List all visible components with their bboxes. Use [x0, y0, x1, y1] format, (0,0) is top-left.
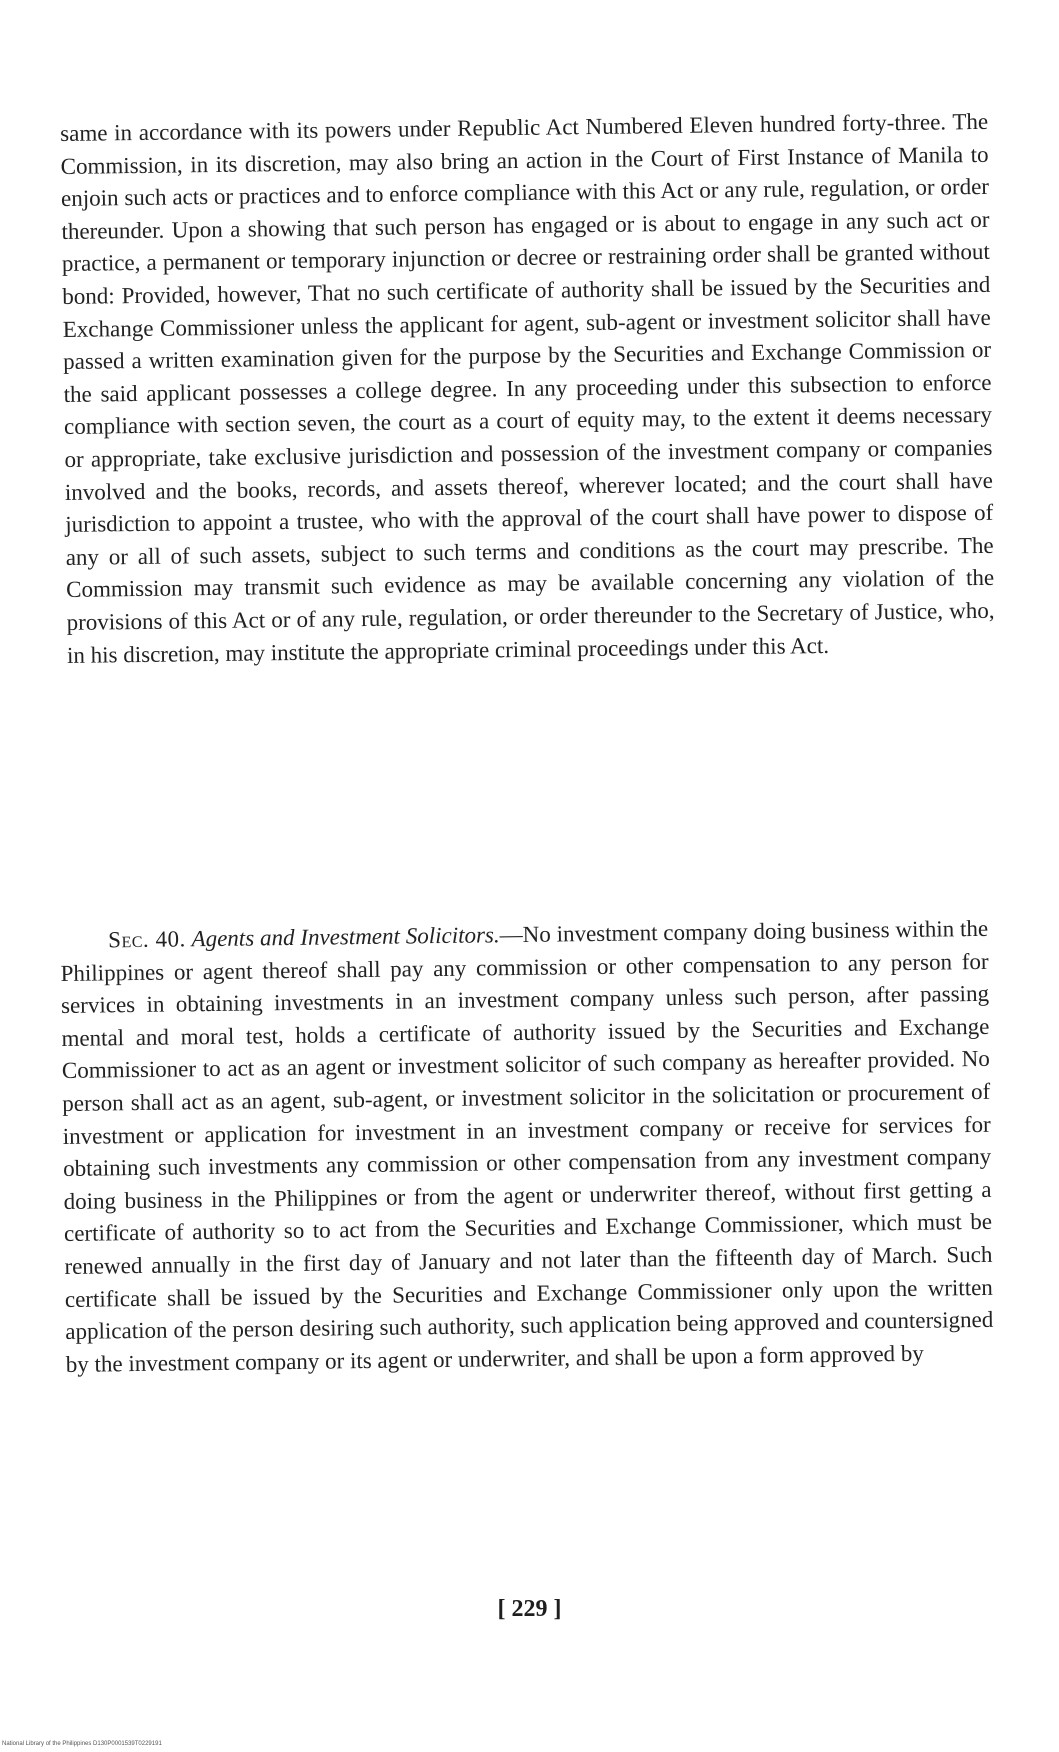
library-stamp: National Library of the Philippines D130P0001539T0229191: [2, 1741, 162, 1747]
paragraph-section-40: [60, 913, 994, 1381]
paragraph-continuation: same in accordance with its powers under Republic Act Numbered Eleven hundred forty-three. The Commission, in its discretion, may also bring an action in the Court of First Instance of Manila to enjoin such acts or practices and to enforce compliance with this Act or any rule, regulation, or order thereunder. Upon a showing that such person has engaged or is about to engage in any such act or practice, a permanent or temporary injunction or decree or restraining order shall be granted without bond: Provided, however, That no such certificate of authority shall be issued by the Securities and Exchange Commissioner unless the applicant for agent, sub-agent or investment solicitor shall have passed a written examination given for the purpose by the Securities and Exchange Commission or the said applicant possesses a college degree. In any proceeding under this subsection to enforce compliance with section seven, the court as a court of equity may, to the extent it deems necessary or appropriate, take exclusive jurisdiction and possession of the investment company or companies involved and the books, records, and assets thereof, wherever located; and the court shall have jurisdiction to appoint a trustee, who with the approval of the court shall have power to dispose of any or all of such assets, subject to such terms and conditions as the court may prescribe. The Commission may transmit such evidence as may be available concerning any violation of the provisions of this Act or of any rule, regulation, or order thereunder to the Secretary of Justice, who, in his discretion, may institute the appropriate criminal proceedings under this Act.: [60, 108, 995, 668]
section-body: —No investment company doing business within the Philippines or agent thereof shall pay any commission or other compensation to any person for services in obtaining investments in an investment company unless such person, after passing mental and moral test, holds a certificate of authority issued by the Securities and Exchange Commissioner to act as an agent or investment solicitor of such company as hereafter provided. No person shall act as an agent, sub-agent, or investment solicitor in the solicitation or procurement of investment or application for investment in an investment company or receive for services for obtaining such investments any commission or other compensation from any investment company doing business in the Philippines or from the agent or underwriter thereof, without first getting a certificate of authority so to act from the Securities and Exchange Commissioner, which must be renewed annually in the first day of January and not later than the fifteenth day of March. Such certificate shall be issued by the Securities and Exchange Commissioner only upon the written application of the person desiring such authority, such application being approved and countersigned by the investment company or its agent or underwriter, and shall be upon a form approved by: [60, 915, 994, 1377]
section-label: Sec. 40.: [108, 926, 186, 953]
section-title: Agents and Investment Solicitors.: [191, 922, 500, 952]
page-number: [ 229 ]: [497, 1596, 562, 1622]
